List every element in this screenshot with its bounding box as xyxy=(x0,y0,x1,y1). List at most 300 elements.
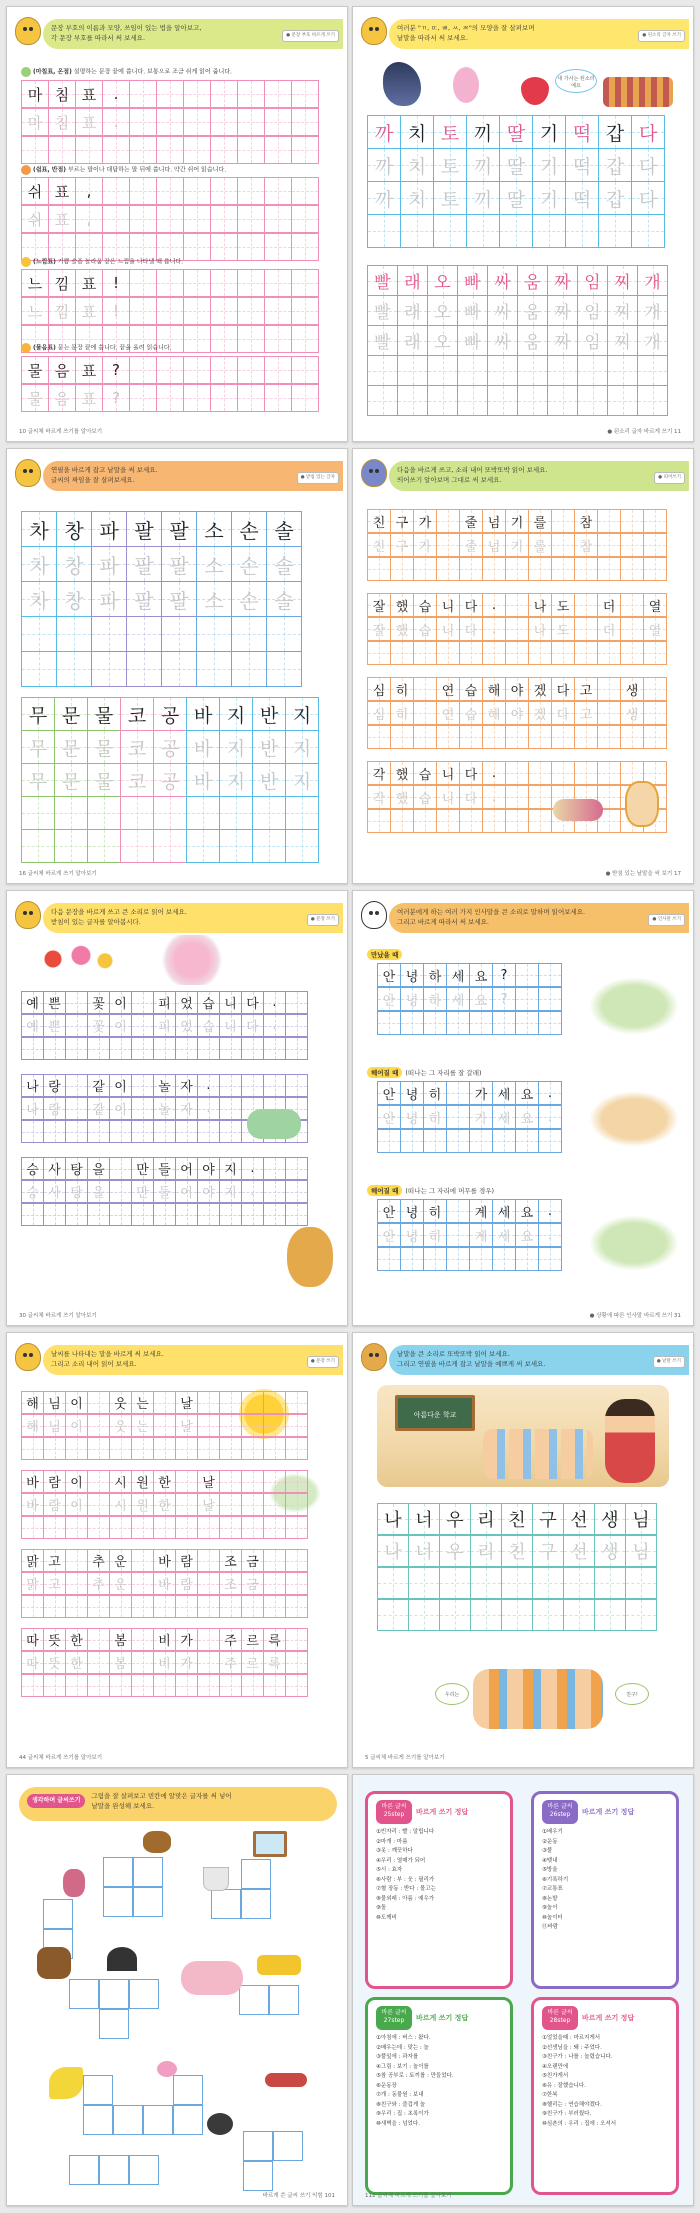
grid-cell xyxy=(499,214,533,248)
grid-cell xyxy=(436,557,460,581)
grid-cell xyxy=(43,1516,66,1539)
grid-cell xyxy=(482,725,506,749)
answer-box[interactable] xyxy=(173,2105,203,2135)
glyph: 고 xyxy=(48,1578,61,1593)
glyph: 이 xyxy=(70,1499,83,1514)
glyph: 생 xyxy=(601,1542,619,1563)
grid-cell xyxy=(501,1599,533,1631)
grid-cell xyxy=(131,1437,154,1460)
grid-cell xyxy=(501,1535,533,1567)
grid-cell xyxy=(75,177,103,205)
grid-cell xyxy=(21,108,49,136)
grid-cell xyxy=(21,796,55,830)
glyph: 움 xyxy=(524,303,541,323)
answer-item: ⑩심촌의 : 우리 : 집에 : 오셔서 xyxy=(542,2120,617,2127)
grid-cell xyxy=(427,355,458,386)
grid-cell xyxy=(594,1535,626,1567)
page-footer: 5 글씨체 바르게 쓰기를 알아보기 xyxy=(365,1755,445,1761)
glyph: 기 xyxy=(539,188,559,211)
grid-cell xyxy=(87,796,121,830)
answer-card xyxy=(531,1997,679,2195)
grid-cell xyxy=(48,177,76,205)
answer-card-title: 바르게 쓰기 정답 xyxy=(416,2014,469,2022)
grid-cell xyxy=(285,1572,308,1595)
answer-box[interactable] xyxy=(83,2105,113,2135)
grid-cell xyxy=(367,181,401,215)
answer-key-page xyxy=(352,1774,694,2206)
instruction-line: 그리고 소리 내어 읽어 보세요. xyxy=(51,1360,137,1368)
glyph: 넘 xyxy=(487,539,501,555)
glyph: 한 xyxy=(158,1476,171,1491)
grid-cell xyxy=(517,385,548,416)
answer-card-title: 바르게 쓰기 정답 xyxy=(416,1808,469,1816)
glyph: 물 xyxy=(94,737,114,760)
grid-cell xyxy=(131,1470,154,1493)
grid-cell xyxy=(153,697,187,731)
glyph: 손 xyxy=(239,588,259,613)
glyph: 피 xyxy=(158,1020,171,1035)
worksheet-page-crossword xyxy=(6,1774,348,2206)
grid-cell xyxy=(219,1074,242,1097)
grid-cell xyxy=(285,1391,308,1414)
grid-cell xyxy=(264,269,292,297)
glyph: 물 xyxy=(94,770,114,793)
glyph: 안 xyxy=(382,1087,396,1103)
grid-cell xyxy=(643,509,667,533)
glyph: 야 xyxy=(202,1186,215,1201)
sentence-block xyxy=(21,991,307,1060)
grid-cell xyxy=(367,385,398,416)
grid-cell xyxy=(153,796,187,830)
grid-cell xyxy=(120,763,154,797)
glyph: 주 xyxy=(224,1634,237,1649)
grid-cell xyxy=(102,136,130,164)
grid-cell xyxy=(551,701,575,725)
grid-cell xyxy=(175,1674,198,1697)
grid-cell xyxy=(131,1120,154,1143)
grid-cell xyxy=(153,829,187,863)
family-icon xyxy=(589,1215,679,1271)
answer-box[interactable] xyxy=(133,1857,163,1887)
glyph: 사 xyxy=(48,1186,61,1201)
grid-cell xyxy=(466,115,500,149)
word-column xyxy=(466,115,500,247)
grid-cell xyxy=(436,785,460,809)
glyph: 만 xyxy=(136,1186,149,1201)
instruction-line: 여러분 "ㄲ, ㄸ, ㅃ, ㅆ, ㅉ"의 모양을 잘 살펴보며 xyxy=(397,24,535,32)
grid-cell xyxy=(109,1391,132,1414)
grid-cell xyxy=(264,356,292,384)
glyph: 따 xyxy=(26,1657,39,1672)
answer-box[interactable] xyxy=(143,2105,173,2135)
answer-box[interactable] xyxy=(113,2105,143,2135)
glyph: 코 xyxy=(127,737,147,760)
grid-cell xyxy=(87,1572,110,1595)
grid-cell xyxy=(413,641,437,665)
grid-cell xyxy=(196,511,232,547)
grid-cell xyxy=(87,1157,110,1180)
grid-cell xyxy=(241,1493,264,1516)
grid-cell xyxy=(538,1129,562,1153)
glyph: 추 xyxy=(92,1555,105,1570)
glyph: 선 xyxy=(570,1510,588,1531)
answer-box[interactable] xyxy=(99,2009,129,2039)
answer-box[interactable] xyxy=(241,1889,271,1919)
glyph: 습 xyxy=(202,997,215,1012)
glyph: 바 xyxy=(193,770,213,793)
grid-cell xyxy=(65,1595,88,1618)
glyph: ? xyxy=(500,967,508,983)
grid-cell xyxy=(175,1595,198,1618)
answer-box[interactable] xyxy=(83,2075,113,2105)
answer-item: ⑤시 : 효자 xyxy=(376,1867,403,1873)
glyph: 예 xyxy=(26,1020,39,1035)
grid-cell xyxy=(131,1651,154,1674)
grid-cell xyxy=(505,593,529,617)
grid-cell xyxy=(413,701,437,725)
radish-icon xyxy=(265,2073,307,2087)
glyph: 해 xyxy=(26,1397,39,1412)
grid-cell xyxy=(87,1516,110,1539)
grid-cell xyxy=(210,297,238,325)
grid-cell xyxy=(470,1599,502,1631)
grid-cell xyxy=(285,763,319,797)
grid-cell xyxy=(620,725,644,749)
grid-cell xyxy=(528,677,552,701)
glyph: 마 xyxy=(27,113,43,132)
grid-cell xyxy=(574,701,598,725)
grid-cell xyxy=(153,1493,176,1516)
answer-box[interactable] xyxy=(129,2155,159,2185)
grid-cell xyxy=(109,1014,132,1037)
glyph: ? xyxy=(112,389,120,407)
grid-cell xyxy=(367,533,391,557)
grid-cell xyxy=(21,511,57,547)
grid-row xyxy=(21,384,318,412)
grid-cell xyxy=(291,356,319,384)
grid-cell xyxy=(197,1037,220,1060)
grid-cell xyxy=(390,785,414,809)
grid-cell xyxy=(547,385,578,416)
answer-box[interactable] xyxy=(129,1979,159,2009)
grid-cell xyxy=(87,991,110,1014)
instruction-line: 그리고 연필을 바르게 잡고 낱말을 예쁘게 써 보세요. xyxy=(397,1360,546,1368)
answer-box[interactable] xyxy=(243,2161,273,2191)
grid-cell xyxy=(469,987,493,1011)
glyph: 는 xyxy=(136,1397,149,1412)
grid-row xyxy=(377,1599,656,1631)
grid-row xyxy=(377,987,561,1011)
grid-cell xyxy=(291,269,319,297)
grid-cell xyxy=(175,1414,198,1437)
glyph: 친 xyxy=(508,1510,526,1531)
grid-row xyxy=(367,809,666,833)
grid-cell xyxy=(65,1493,88,1516)
glyph: 팔 xyxy=(169,553,189,578)
answer-box[interactable] xyxy=(43,1899,73,1929)
grid-cell xyxy=(65,1437,88,1460)
grid-cell xyxy=(469,1247,493,1271)
answer-box[interactable] xyxy=(269,1985,299,2015)
grid-cell xyxy=(219,829,253,863)
grid-row xyxy=(367,533,666,557)
answer-box[interactable] xyxy=(103,1857,133,1887)
glyph: 녕 xyxy=(405,1229,419,1245)
answer-card-header xyxy=(542,1800,668,1824)
grid-cell xyxy=(219,1157,242,1180)
grid-cell xyxy=(131,1180,154,1203)
grid-cell xyxy=(43,1651,66,1674)
grid-cell xyxy=(87,697,121,731)
glyph: 지 xyxy=(226,737,246,760)
glyph: 지 xyxy=(292,737,312,760)
grid-cell xyxy=(266,546,302,582)
grid-cell xyxy=(397,295,428,326)
grid-cell xyxy=(43,1470,66,1493)
grid-cell xyxy=(565,181,599,215)
glyph: 지 xyxy=(292,770,312,793)
grid-cell xyxy=(48,297,76,325)
topic-tag: ● 인사말 쓰기 xyxy=(648,914,685,926)
grid-cell xyxy=(423,987,447,1011)
answer-item: ⑩새벽을 : 넘었다. xyxy=(376,2120,420,2127)
grid-cell xyxy=(241,1516,264,1539)
glyph: 바 xyxy=(193,704,213,727)
glyph: 바 xyxy=(26,1476,39,1491)
grid-cell xyxy=(390,593,414,617)
grid-cell xyxy=(219,1037,242,1060)
grid-cell xyxy=(505,725,529,749)
grid-cell xyxy=(241,1572,264,1595)
sentence-block xyxy=(367,761,666,833)
grid-cell xyxy=(413,593,437,617)
grid-cell xyxy=(285,1549,308,1572)
grid-cell xyxy=(643,677,667,701)
grid-cell xyxy=(408,1503,440,1535)
word-column xyxy=(126,511,162,686)
grid-cell xyxy=(625,1535,657,1567)
glyph: 개 xyxy=(644,333,661,353)
grid-cell xyxy=(131,1414,154,1437)
answer-box[interactable] xyxy=(239,1985,269,2015)
grid-cell xyxy=(219,1203,242,1226)
grid-cell xyxy=(377,1247,401,1271)
grid-cell xyxy=(637,325,668,356)
glyph: 녕 xyxy=(405,1205,419,1221)
grid-cell xyxy=(109,1470,132,1493)
glyph: 겠 xyxy=(533,707,547,723)
grid-cell xyxy=(528,641,552,665)
grid-cell xyxy=(285,1180,308,1203)
grid-cell xyxy=(109,991,132,1014)
grid-cell xyxy=(87,763,121,797)
grid-cell xyxy=(459,593,483,617)
grid-cell xyxy=(87,1651,110,1674)
glyph: 표 xyxy=(81,274,97,293)
grid-cell xyxy=(263,1572,286,1595)
grid-cell xyxy=(48,136,76,164)
grid-cell xyxy=(87,1414,110,1437)
answer-box[interactable] xyxy=(211,1889,241,1919)
topic-tag: ● 문장 부호 바르게 쓰기 xyxy=(282,30,339,42)
grid-cell xyxy=(620,617,644,641)
word-column xyxy=(252,697,286,862)
grid-cell xyxy=(87,1549,110,1572)
answer-box[interactable] xyxy=(273,2131,303,2161)
answer-box[interactable] xyxy=(133,1887,163,1917)
grid-cell xyxy=(210,384,238,412)
grid-cell xyxy=(241,1157,264,1180)
glyph: 느 xyxy=(27,274,43,293)
answer-item: ②마개 : 마름 xyxy=(376,1838,408,1845)
answer-box[interactable] xyxy=(173,2075,203,2105)
grid-cell xyxy=(551,593,575,617)
glyph: 바 xyxy=(26,1499,39,1514)
answer-box[interactable] xyxy=(99,2155,129,2185)
grid-cell xyxy=(285,1074,308,1097)
glyph: 래 xyxy=(404,333,421,353)
answer-item: ⑤방울 xyxy=(542,1867,558,1873)
glyph: 다 xyxy=(638,122,658,145)
double-consonant-row-1 xyxy=(367,115,664,247)
grid-cell xyxy=(459,761,483,785)
grid-cell xyxy=(413,677,437,701)
grid-cell xyxy=(153,1391,176,1414)
glyph: 습 xyxy=(464,683,478,699)
grid-cell xyxy=(470,1567,502,1599)
grid-cell xyxy=(427,325,458,356)
grid-cell xyxy=(210,205,238,233)
glyph: 빨 xyxy=(374,303,391,323)
grid-cell xyxy=(400,115,434,149)
grid-cell xyxy=(285,730,319,764)
grid-row xyxy=(377,1247,561,1271)
answer-box[interactable] xyxy=(241,1859,271,1889)
grid-cell xyxy=(377,1199,401,1223)
answer-box[interactable] xyxy=(69,1979,99,2009)
grid-row xyxy=(21,1470,307,1493)
glyph: . xyxy=(547,1227,553,1243)
glyph: 연 xyxy=(441,683,455,699)
glyph: 주 xyxy=(224,1657,237,1672)
grid-cell xyxy=(43,1493,66,1516)
glyph: . xyxy=(491,621,497,637)
glyph: 문 xyxy=(61,704,81,727)
grid-cell xyxy=(197,1074,220,1097)
grid-row xyxy=(377,963,561,987)
grid-cell xyxy=(231,546,267,582)
glyph: 떡 xyxy=(572,188,592,211)
glyph: 파 xyxy=(99,553,119,578)
grid-cell xyxy=(538,1247,562,1271)
grid-cell xyxy=(492,1105,516,1129)
glyph: 개 xyxy=(644,303,661,323)
glyph: 들 xyxy=(158,1186,171,1201)
grid-row xyxy=(367,677,666,701)
grid-cell xyxy=(263,1628,286,1651)
answer-item: ②배우는데 : 맞는 : 놀 xyxy=(376,2044,429,2051)
grid-row xyxy=(21,297,318,325)
glyph: 놀 xyxy=(158,1080,171,1095)
glyph: 가 xyxy=(418,515,432,531)
grid-cell xyxy=(161,511,197,547)
answer-item: ①얼었을때 : 마르지게서 xyxy=(542,2035,601,2041)
rabbit-icon xyxy=(453,67,479,103)
grid-cell xyxy=(43,1628,66,1651)
grid-cell xyxy=(577,265,608,296)
grid-cell xyxy=(367,214,401,248)
grid-cell xyxy=(413,557,437,581)
grid-cell xyxy=(413,509,437,533)
glyph: 팔 xyxy=(169,588,189,613)
grid-cell xyxy=(408,1599,440,1631)
grid-cell xyxy=(21,616,57,652)
grid-cell xyxy=(210,177,238,205)
answer-box[interactable] xyxy=(69,2155,99,2185)
answer-box[interactable] xyxy=(243,2131,273,2161)
glyph: 승 xyxy=(26,1163,39,1178)
word-column xyxy=(637,265,668,415)
answer-item: ⑦교통표 xyxy=(542,1886,563,1892)
word-column xyxy=(367,115,401,247)
sentence-grid xyxy=(21,1391,307,1707)
grid-cell xyxy=(263,1437,286,1460)
kids-playing-icon xyxy=(181,1961,243,1995)
grid-cell xyxy=(65,1180,88,1203)
grid-cell xyxy=(400,1129,424,1153)
glyph: 세 xyxy=(497,1111,511,1127)
glyph: 조 xyxy=(224,1555,237,1570)
glyph: 침 xyxy=(54,85,70,104)
glyph: 래 xyxy=(404,303,421,323)
grid-cell xyxy=(56,616,92,652)
grid-cell xyxy=(197,1180,220,1203)
banner-title: 생각하며 글씨쓰기 xyxy=(27,1794,85,1808)
grid-cell xyxy=(237,136,265,164)
grid-cell xyxy=(446,963,470,987)
answer-box[interactable] xyxy=(103,1887,133,1917)
worksheet-page-greetings xyxy=(352,890,694,1326)
glyph: 요 xyxy=(520,1229,534,1245)
glyph: 딸 xyxy=(506,155,526,178)
glyph: 나 xyxy=(384,1510,402,1531)
grid-cell xyxy=(183,384,211,412)
grid-cell xyxy=(577,295,608,326)
grid-cell xyxy=(197,1572,220,1595)
answer-card-title: 바르게 쓰기 정답 xyxy=(582,2014,635,2022)
practice-grid xyxy=(21,356,318,412)
grid-cell xyxy=(21,1437,44,1460)
answer-card xyxy=(531,1791,679,1989)
grid-cell xyxy=(65,1203,88,1226)
grid-cell xyxy=(532,115,566,149)
topic-tag: ● 문장 쓰기 xyxy=(307,914,339,926)
grid-cell xyxy=(197,1203,220,1226)
glyph: 날 xyxy=(180,1420,193,1435)
grid-cell xyxy=(597,761,621,785)
grid-cell xyxy=(126,651,162,687)
grid-cell xyxy=(241,1470,264,1493)
sentence-block xyxy=(21,1470,307,1539)
glyph: 참 xyxy=(579,539,593,555)
grid-cell xyxy=(637,385,668,416)
grid-cell xyxy=(377,987,401,1011)
glyph: 겠 xyxy=(533,683,547,699)
grid-cell xyxy=(197,1014,220,1037)
answer-box[interactable] xyxy=(99,1979,129,2009)
grid-cell xyxy=(48,80,76,108)
grid-cell xyxy=(285,697,319,731)
